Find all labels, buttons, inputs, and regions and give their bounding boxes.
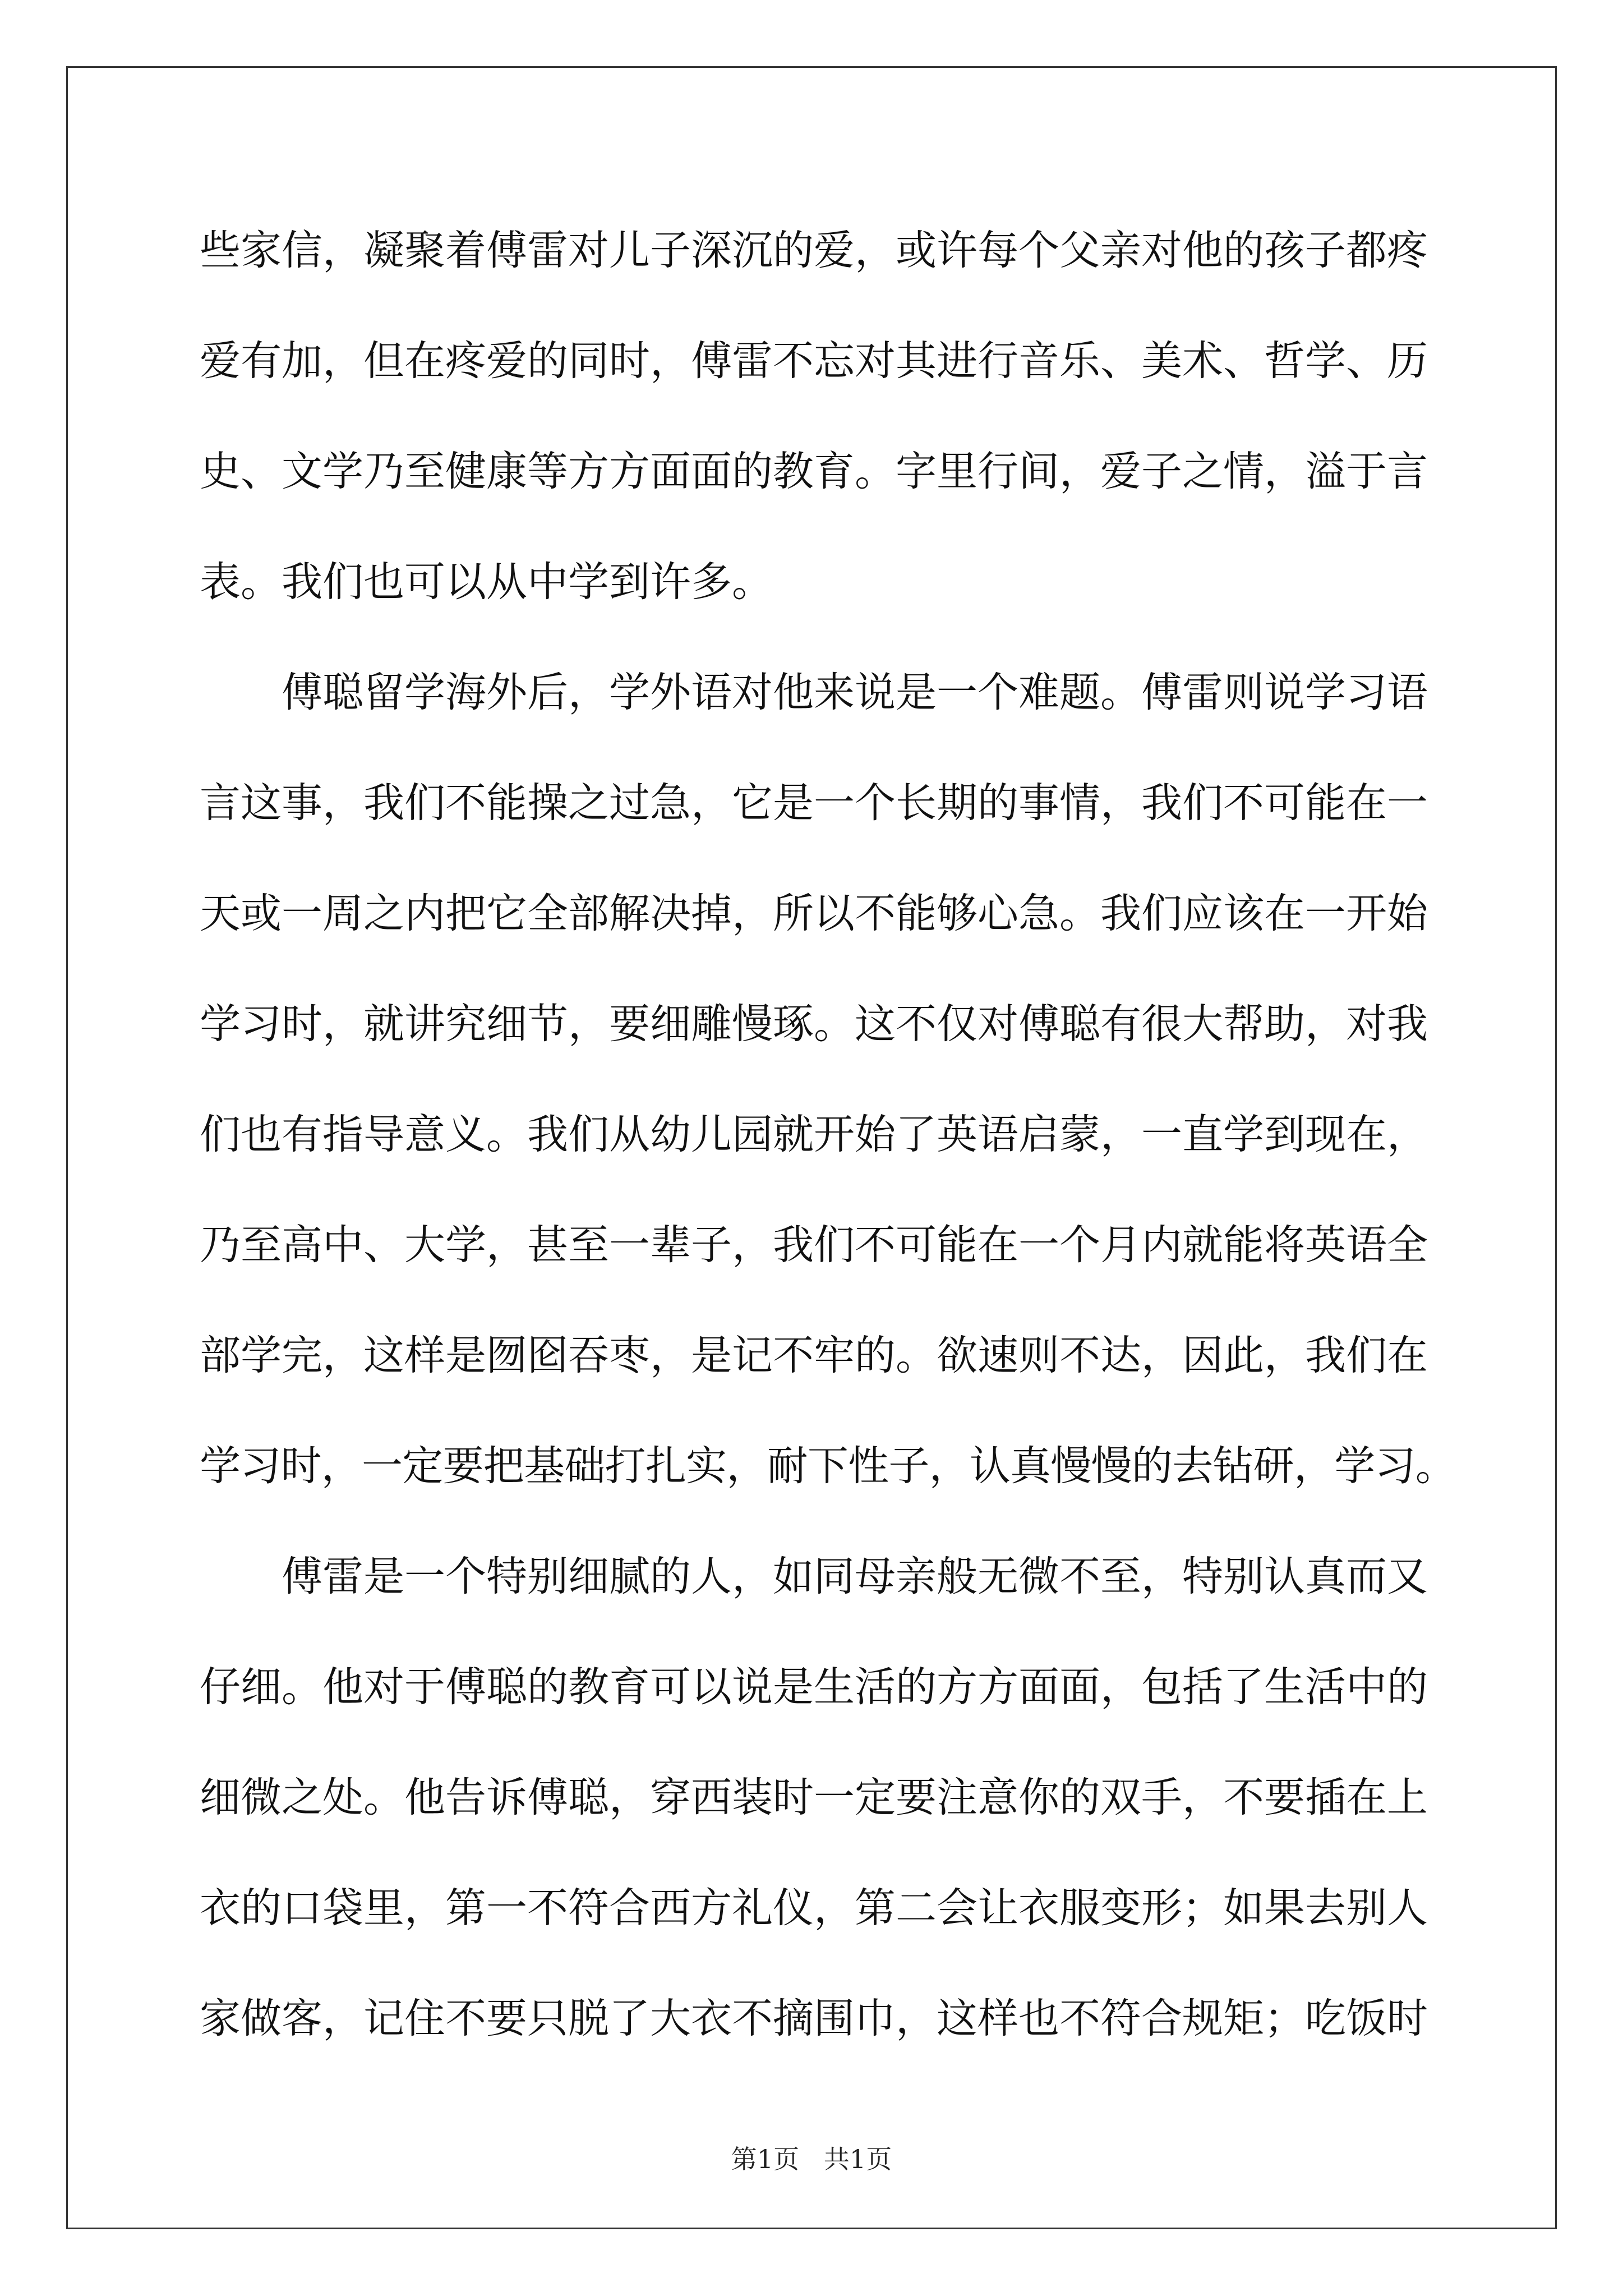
text-line-4: 表。我们也可以从中学到许多。 xyxy=(200,558,773,606)
text-line-3: 史、文学乃至健康等方方面面的教育。字里行间，爱子之情，溢于言 xyxy=(200,448,1428,495)
text-line-16: 衣的口袋里，第一不符合西方礼仪，第二会让衣服变形；如果去别人 xyxy=(200,1884,1428,1932)
text-line-12: 学习时，一定要把基础打扎实，耐下性子，认真慢慢的去钻研，学习。 xyxy=(200,1442,1456,1490)
page-number-footer: 第1页 共1页 xyxy=(731,2144,892,2174)
text-line-5: 傅聪留学海外后，学外语对他来说是一个难题。傅雷则说学习语 xyxy=(282,669,1428,716)
text-line-15: 细微之处。他告诉傅聪，穿西装时一定要注意你的双手，不要插在上 xyxy=(200,1774,1428,1821)
text-line-14: 仔细。他对于傅聪的教育可以说是生活的方方面面，包括了生活中的 xyxy=(200,1663,1428,1711)
text-line-1: 些家信，凝聚着傅雷对儿子深沉的爱，或许每个父亲对他的孩子都疼 xyxy=(200,227,1428,274)
text-line-10: 乃至高中、大学，甚至一辈子，我们不可能在一个月内就能将英语全 xyxy=(200,1221,1428,1269)
text-line-7: 天或一周之内把它全部解决掉，所以不能够心急。我们应该在一开始 xyxy=(200,890,1428,937)
text-line-17: 家做客，记住不要只脱了大衣不摘围巾，这样也不符合规矩；吃饭时 xyxy=(200,1995,1428,2042)
text-line-6: 言这事，我们不能操之过急，它是一个长期的事情，我们不可能在一 xyxy=(200,779,1428,827)
text-line-9: 们也有指导意义。我们从幼儿园就开始了英语启蒙，一直学到现在， xyxy=(200,1111,1428,1158)
text-line-2: 爱有加，但在疼爱的同时，傅雷不忘对其进行音乐、美术、哲学、历 xyxy=(200,337,1428,385)
text-line-11: 部学完，这样是囫囵吞枣，是记不牢的。欲速则不达，因此，我们在 xyxy=(200,1332,1428,1379)
text-line-13: 傅雷是一个特别细腻的人，如同母亲般无微不至，特别认真而又 xyxy=(282,1553,1428,1600)
text-line-8: 学习时，就讲究细节，要细雕慢琢。这不仅对傅聪有很大帮助，对我 xyxy=(200,1000,1428,1048)
